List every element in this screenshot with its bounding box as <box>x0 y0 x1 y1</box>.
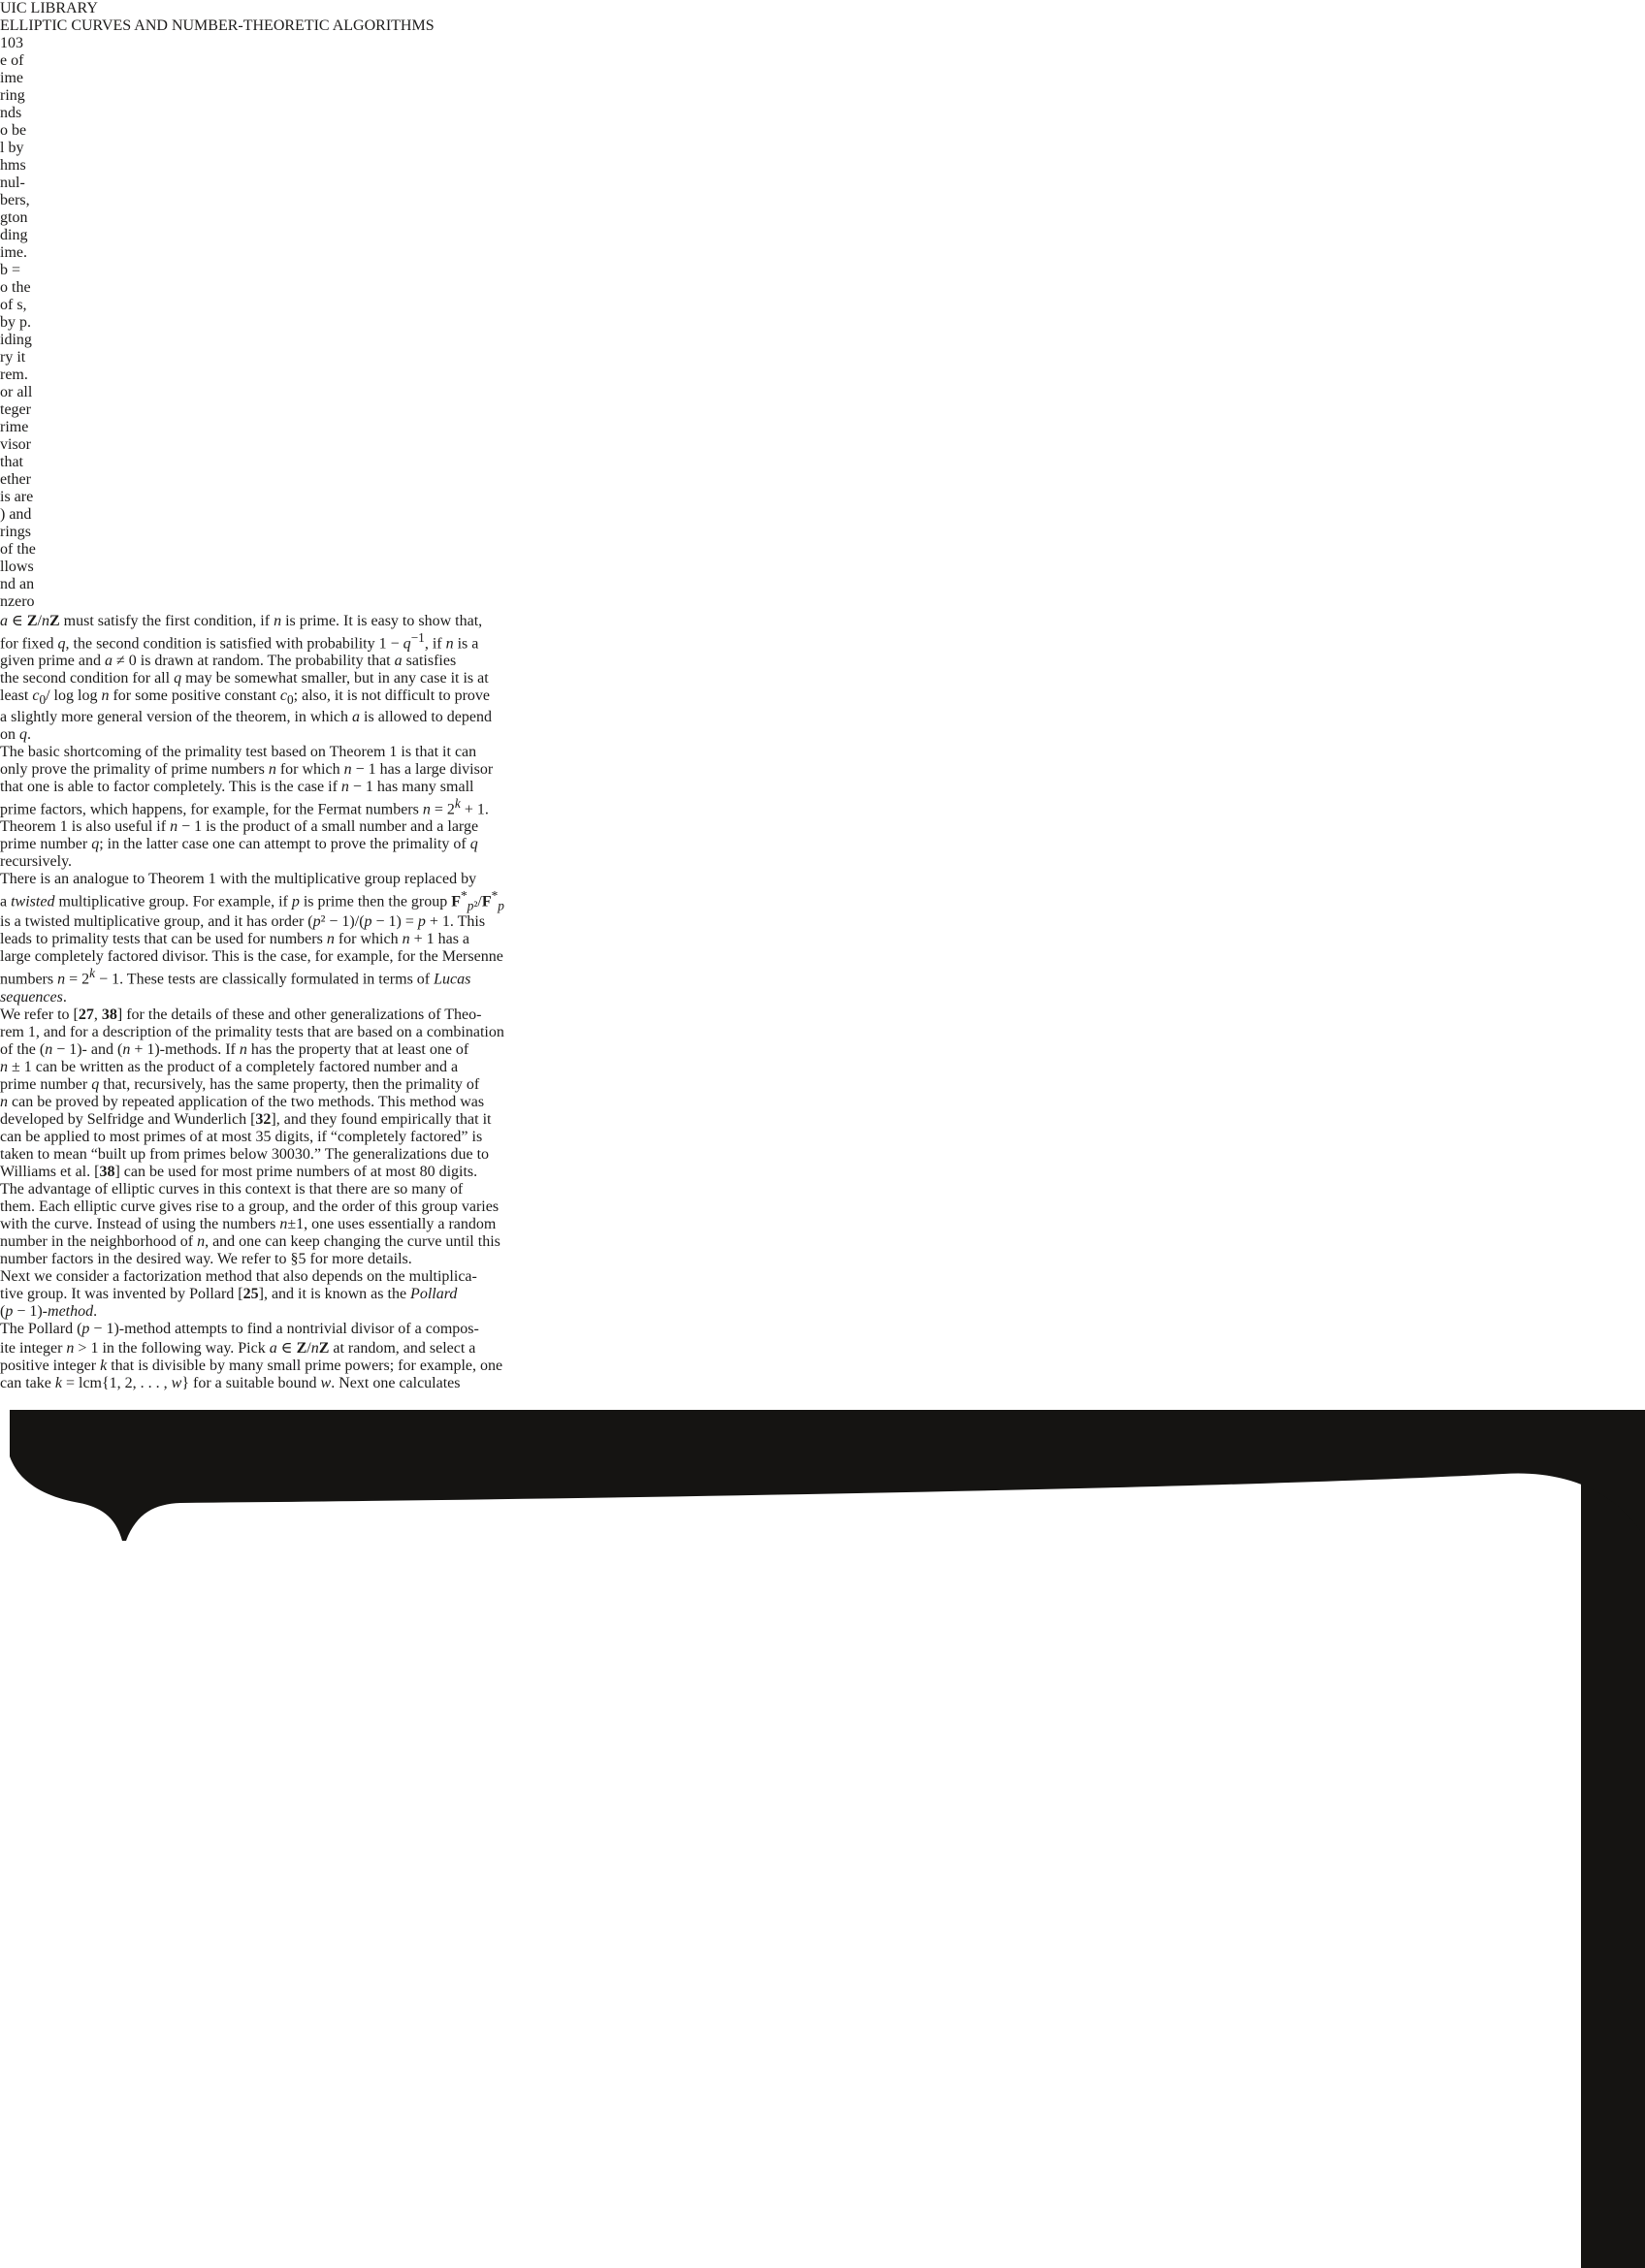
paragraph <box>0 1321 1645 1392</box>
text-line: prime number q; in the latter case one can attempt to prove the primality of q <box>0 835 478 852</box>
text-line: ite integer n > 1 in the following way. Pick a ∈ Z/nZ at random, and select a <box>0 1339 476 1357</box>
cut-text-fragment: gton <box>0 209 28 226</box>
cut-text-fragment: ime <box>0 70 23 86</box>
cut-text-fragment: iding <box>0 332 32 348</box>
text-line: n ± 1 can be written as the product of a completely factored number and a <box>0 1058 459 1075</box>
cut-text-fragment: of the <box>0 541 36 558</box>
text-line: Next we consider a factorization method that also depends on the multiplica- <box>0 1267 477 1285</box>
cut-text-fragment: llows <box>0 559 34 575</box>
text-line: of the (n − 1)- and (n + 1)-methods. If n has the property that at least one of <box>0 1040 469 1058</box>
scan-border <box>0 1392 1645 2268</box>
cut-text-fragment: ry it <box>0 349 26 366</box>
cut-text-fragment: ) and <box>0 506 32 523</box>
cut-text-fragment: nul- <box>0 175 25 191</box>
text-line: tive group. It was invented by Pollard [25], and it is known as the Pollard <box>0 1285 458 1302</box>
page-number: 103 <box>0 35 23 51</box>
text-line: for fixed q, the second condition is satisfied with probability $1 - q^{-1}$, if n is a <box>0 630 479 653</box>
text-line: (p − 1)-method. <box>0 1302 98 1320</box>
cut-text-fragment: e of <box>0 52 24 69</box>
facing-page-edge <box>0 0 118 2129</box>
cut-text-fragment: bers, <box>0 192 30 208</box>
text-line: numbers $n = 2^k - 1$. These tests are classically formulated in terms of Lucas <box>0 966 471 988</box>
library-stamp: UIC LIBRARY <box>0 0 98 16</box>
cut-text-fragment: nzero <box>0 593 35 610</box>
cut-text-fragment: ime. <box>0 244 27 261</box>
text-line: The Pollard (p − 1)-method attempts to find a nontrivial divisor of a compos- <box>0 1320 479 1337</box>
text-line: is a twisted multiplicative group, and it has order (p² − 1)/(p − 1) = p + 1. This <box>0 913 486 931</box>
text-line: The advantage of elliptic curves in this context is that there are so many of <box>0 1180 464 1198</box>
text-line: with the curve. Instead of using the numbers n±1, one uses essentially a random <box>0 1215 497 1232</box>
text-line: a twisted multiplicative group. For example, if p is prime then the group $F^*_{p^2}/F^*_p$ <box>0 887 504 913</box>
cut-text-fragment: or all <box>0 384 33 400</box>
text-line: least $c_0/$ log log n for some positive constant $c_0$; also, it is not difficult to prove <box>0 687 491 708</box>
cut-text-fragment: rem. <box>0 367 28 383</box>
text-line: large completely factored divisor. This is the case, for example, for the Mersenne <box>0 948 503 966</box>
text-line: number in the neighborhood of n, and one can keep changing the curve until this <box>0 1232 500 1250</box>
cut-text-fragment: ether <box>0 471 31 488</box>
text-line: recursively. <box>0 852 73 870</box>
paragraph <box>0 871 1645 1006</box>
text-line: can take k = lcm{1, 2, . . . , w} for a suitable bound w. Next one calculates <box>0 1374 461 1391</box>
cut-text-fragment: b = <box>0 262 21 278</box>
text-line: leads to primality tests that can be used for numbers n for which n + 1 has a <box>0 931 470 948</box>
paragraph <box>0 1006 1645 1181</box>
text-line: We refer to [27, 38] for the details of these and other generalizations of Theo- <box>0 1006 482 1023</box>
text-line: on q. <box>0 725 31 743</box>
text-line: developed by Selfridge and Wunderlich [32], and they found empirically that it <box>0 1110 492 1128</box>
left-page-fragments <box>0 52 1645 611</box>
text-line: rem 1, and for a description of the primality tests that are based on a combination <box>0 1023 504 1040</box>
cut-text-fragment: that <box>0 454 23 470</box>
cut-text-fragment: teger <box>0 401 31 418</box>
text-line: number factors in the desired way. We refer to §5 for more details. <box>0 1250 412 1267</box>
cut-text-fragment: rings <box>0 524 31 540</box>
cut-text-fragment: o be <box>0 122 27 139</box>
cut-text-fragment: nd an <box>0 576 35 592</box>
text-line: There is an analogue to Theorem 1 with the multiplicative group replaced by <box>0 870 477 887</box>
text-line: given prime and a ≠ 0 is drawn at random. The probability that a satisfies <box>0 653 457 670</box>
body-text <box>0 611 1645 1392</box>
paragraph <box>0 744 1645 871</box>
paragraph <box>0 611 1645 744</box>
cut-text-fragment: by p. <box>0 314 31 331</box>
text-line: only prove the primality of prime numbers n for which n − 1 has a large divisor <box>0 760 494 778</box>
cut-text-fragment: ring <box>0 87 25 104</box>
cut-text-fragment: hms <box>0 157 26 174</box>
cut-text-fragment: o the <box>0 279 31 296</box>
text-line: Theorem 1 is also useful if n − 1 is the product of a small number and a large <box>0 817 479 835</box>
text-line: them. Each elliptic curve gives rise to a group, and the order of this group varies <box>0 1198 500 1215</box>
text-line: positive integer k that is divisible by many small prime powers; for example, one <box>0 1357 503 1374</box>
text-line: prime factors, which happens, for example, for the Fermat numbers $n = 2^k + 1$. <box>0 795 489 817</box>
text-line: taken to mean “built up from primes below 30030.” The generalizations due to <box>0 1145 490 1163</box>
cut-text-fragment: visor <box>0 436 31 453</box>
page-header <box>0 17 1645 52</box>
text-line: prime number q that, recursively, has the same property, then the primality of <box>0 1075 480 1093</box>
text-line: a slightly more general version of the theorem, in which a is allowed to depend <box>0 708 492 725</box>
running-title: ELLIPTIC CURVES AND NUMBER-THEORETIC ALGORITHMS <box>0 17 435 34</box>
cut-text-fragment: is are <box>0 489 34 505</box>
text-line: a ∈ Z/nZ must satisfy the first condition, if n is prime. It is easy to show that, <box>0 613 483 629</box>
text-line: that one is able to factor completely. This is the case if n − 1 has many small <box>0 778 474 795</box>
text-line: The basic shortcoming of the primality test based on Theorem 1 is that it can <box>0 743 477 760</box>
cut-text-fragment: l by <box>0 140 24 156</box>
text-line: the second condition for all q may be somewhat smaller, but in any case it is at <box>0 670 489 687</box>
cut-text-fragment: rime <box>0 419 29 435</box>
text-line: n can be proved by repeated application of the two methods. This method was <box>0 1093 485 1110</box>
paragraph <box>0 1268 1645 1321</box>
cut-text-fragment: ding <box>0 227 28 243</box>
cut-text-fragment: of s, <box>0 297 27 313</box>
paragraph <box>0 1181 1645 1268</box>
text-line: Williams et al. [38] can be used for most prime numbers of at most 80 digits. <box>0 1163 478 1180</box>
text-line: can be applied to most primes of at most 35 digits, if “completely factored” is <box>0 1128 483 1145</box>
text-line: sequences. <box>0 988 67 1006</box>
cut-text-fragment: nds <box>0 105 22 121</box>
